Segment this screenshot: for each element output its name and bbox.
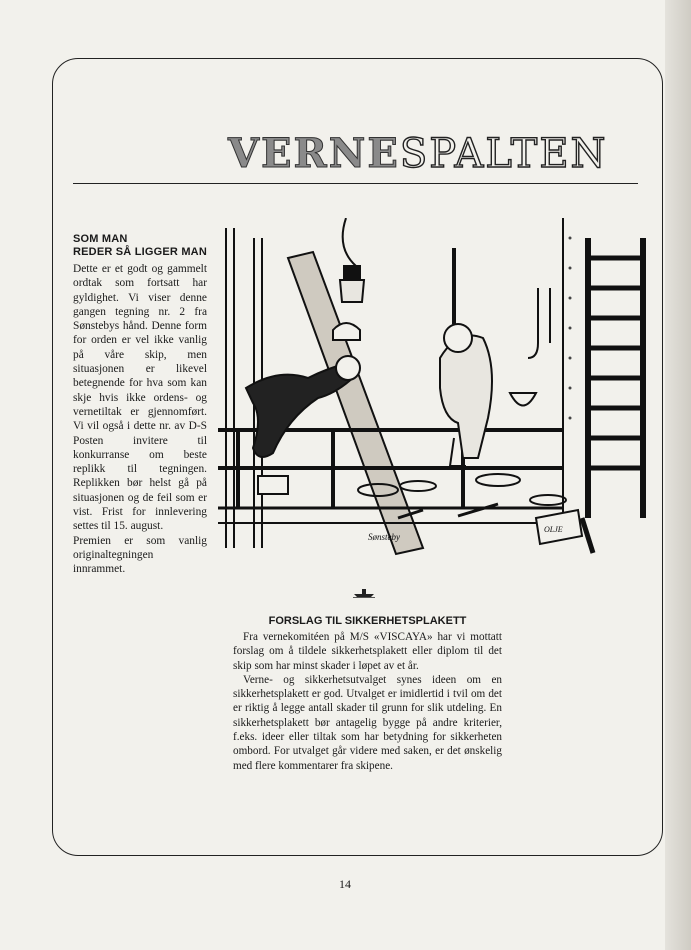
article-left: [73, 233, 207, 577]
header-rule: [73, 183, 638, 184]
page-fold-shadow: [665, 0, 691, 950]
page-number: 14: [339, 877, 351, 891]
cartoon-illustration: [218, 218, 660, 564]
heading-line-1: SOM MAN: [73, 233, 128, 245]
drum-label: OLJE: [544, 525, 563, 534]
article-right-para-1: Fra vernekomitéen på M/S «VISCAYA» har vi mottatt forslag om å tildele sikkerhetsplakett eller diplom til det skip som har minst skader i løpet av et år.: [233, 631, 502, 672]
heading-line-2: REDER SÅ LIGGER MAN: [73, 246, 207, 258]
artist-signature: Sønsteby: [368, 532, 400, 542]
masthead-spalten: SPALTEN: [399, 131, 608, 177]
article-left-body: Dette er et godt og gammelt ordtak som fortsatt har gyldighet. Vi viser denne gangen tegning nr. 2 fra Sønstebys hånd. Denne form for orden er vel ikke vanlig på våre skip, men situasjonen er likevel betegnende for hva som kan skje hvis ikke ordens- og vernetiltak er gjennomført. Vi vil også i dette nr. av D-S Posten invitere til konkurranse om beste replikk til tegningen. Replikken bør helst gå på situasjonen og de feil som er vist. Frist for innlevering settes til 15. august.: [73, 263, 207, 533]
article-right: [233, 614, 502, 773]
article-left-body-2: Premien er som vanlig originaltegningen innrammet.: [73, 534, 207, 576]
ship-icon: [353, 586, 375, 598]
masthead-verne: VERNE: [228, 130, 400, 177]
article-right-heading: FORSLAG TIL SIKKERHETSPLAKETT: [268, 615, 467, 627]
article-left-heading: [73, 233, 207, 259]
masthead-title: [228, 132, 628, 176]
article-right-para-2: Verne- og sikkerhetsutvalget synes ideen om en sikkerhetsplakett er god. Utvalget er imidlertid i tvil om det er riktig å legge antall skader til grunn for slik utdeling. En sikkerhetsplakett bør antagelig bygge på andre kriterier, f.eks. ideer eller tiltak som har betydning for sikkerheten ombord. For utvalget går videre med saken, er det ønskelig med flere kommentarer fra skipene.: [233, 673, 502, 772]
